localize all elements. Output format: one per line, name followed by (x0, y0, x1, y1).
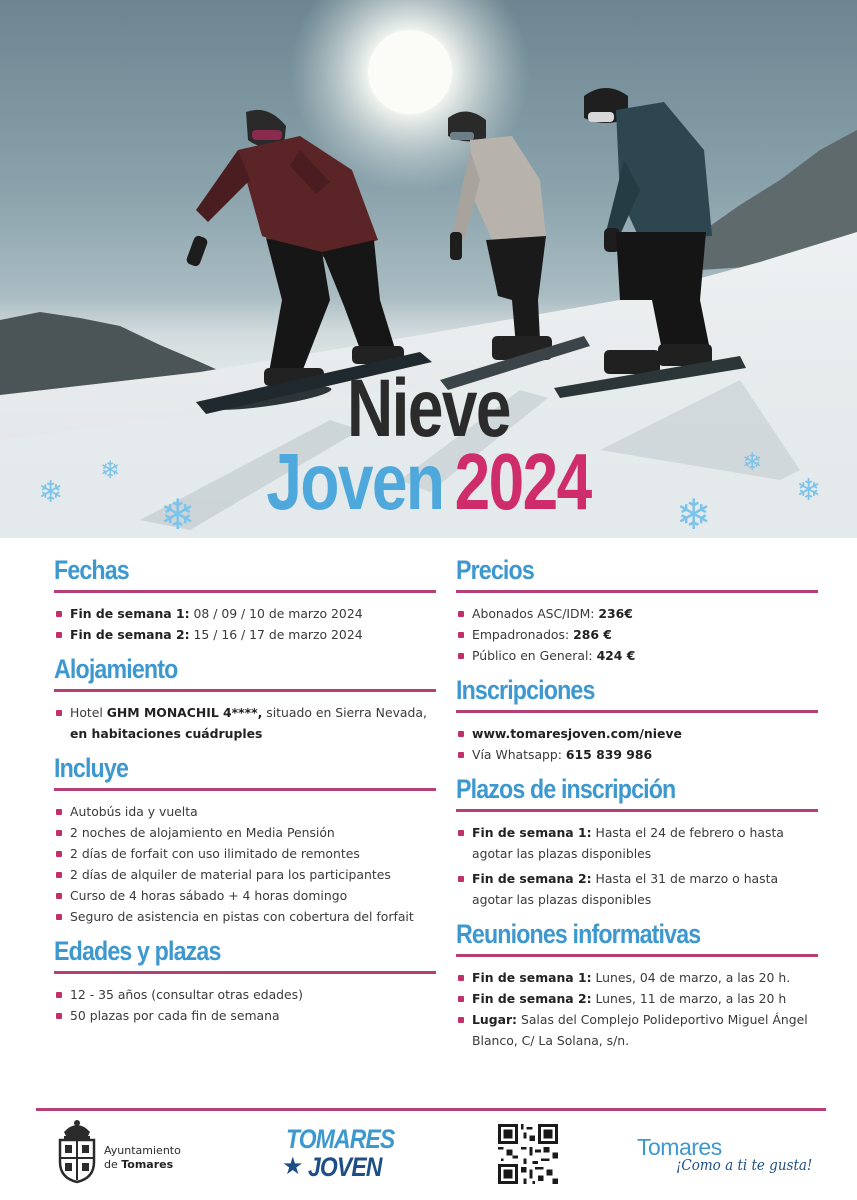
section-fechas (54, 552, 436, 645)
footer-divider (36, 1108, 826, 1111)
list-item: 2 días de forfait con uso ilimitado de remontes (54, 843, 436, 864)
list-item: Seguro de asistencia en pistas con cobertura del forfait (54, 906, 436, 927)
section-title-edades: Edades y plazas (54, 936, 221, 966)
tomares-slogan: ¡Como a ti te gusta! (676, 1156, 813, 1174)
list-item: Vía Whatsapp: 615 839 986 (456, 744, 818, 765)
reuniones-list (456, 967, 818, 1051)
snowflake-icon: ❄ (742, 448, 763, 476)
coat-of-arms-icon (56, 1118, 98, 1184)
divider (456, 809, 818, 812)
qr-code[interactable] (498, 1124, 558, 1184)
whatsapp-number: 615 839 986 (565, 747, 653, 762)
section-precios (456, 552, 818, 666)
section-reuniones (456, 916, 818, 1051)
snowflake-icon: ❄ (38, 475, 64, 510)
divider (54, 590, 436, 593)
divider (456, 954, 818, 957)
fechas-list (54, 603, 436, 645)
plazos-list (456, 822, 818, 910)
snowflake-icon: ❄ (160, 490, 196, 538)
section-title-reuniones: Reuniones informativas (456, 919, 701, 949)
list-item: Fin de semana 2: Lunes, 11 de marzo, a las 20 h (456, 988, 818, 1009)
section-alojamiento (54, 651, 436, 744)
title-nieve: Nieve (347, 363, 510, 454)
list-item: Público en General: 424 € (456, 645, 818, 666)
section-title-fechas: Fechas (54, 555, 129, 585)
list-item: 12 - 35 años (consultar otras edades) (54, 984, 436, 1005)
section-edades (54, 933, 436, 1026)
list-item: Lugar: Salas del Complejo Polideportivo Miguel Ángel Blanco, C/ La Solana, s/n. (456, 1009, 818, 1051)
list-item: 2 días de alquiler de material para los participantes (54, 864, 436, 885)
divider (456, 710, 818, 713)
snowflake-icon: ❄ (796, 473, 822, 508)
section-title-precios: Precios (456, 555, 534, 585)
section-plazos (456, 771, 818, 910)
tomares-logo: Tomares (637, 1134, 722, 1160)
edades-list (54, 984, 436, 1026)
list-item: Curso de 4 horas sábado + 4 horas domingo (54, 885, 436, 906)
list-item: Empadronados: 286 € (456, 624, 818, 645)
divider (54, 971, 436, 974)
list-item: Fin de semana 1: 08 / 09 / 10 de marzo 2024 (54, 603, 436, 624)
list-item: Fin de semana 2: 15 / 16 / 17 de marzo 2024 (54, 624, 436, 645)
list-item: Hotel GHM MONACHIL 4****, situado en Sierra Nevada, en habitaciones cuádruples (54, 702, 436, 744)
section-title-plazos: Plazos de inscripción (456, 774, 676, 804)
section-title-alojamiento: Alojamiento (54, 654, 178, 684)
list-item: 50 plazas por cada fin de semana (54, 1005, 436, 1026)
snowflake-icon: ❄ (676, 490, 712, 538)
section-title-incluye: Incluye (54, 753, 129, 783)
precios-list (456, 603, 818, 666)
divider (456, 590, 818, 593)
list-item: Autobús ida y vuelta (54, 801, 436, 822)
list-item (456, 723, 818, 744)
snowflake-icon: ❄ (100, 456, 121, 484)
hero-banner (0, 0, 857, 538)
alojamiento-list (54, 702, 436, 744)
list-item: Fin de semana 1: Hasta el 24 de febrero o hasta agotar las plazas disponibles (456, 822, 818, 864)
title-year: 2024 (454, 437, 591, 526)
divider (54, 788, 436, 791)
title-joven: Joven (266, 437, 444, 526)
list-item: Fin de semana 1: Lunes, 04 de marzo, a las 20 h. (456, 967, 818, 988)
list-item: Fin de semana 2: Hasta el 31 de marzo o hasta agotar las plazas disponibles (456, 868, 818, 910)
ayuntamiento-logo-text: Ayuntamiento de Tomares (104, 1144, 181, 1171)
divider (54, 689, 436, 692)
section-title-inscripciones: Inscripciones (456, 675, 595, 705)
tomares-joven-logo: TOMARES ★ JOVEN (282, 1124, 395, 1182)
star-icon: ★ (282, 1152, 304, 1180)
incluye-list (54, 801, 436, 927)
section-inscripciones (456, 672, 818, 765)
section-incluye (54, 750, 436, 927)
list-item: 2 noches de alojamiento en Media Pensión (54, 822, 436, 843)
list-item: Abonados ASC/IDM: 236€ (456, 603, 818, 624)
inscripciones-list (456, 723, 818, 765)
website-link[interactable]: www.tomaresjoven.com/nieve (472, 726, 682, 741)
left-column (54, 552, 436, 1026)
right-column (456, 552, 818, 1051)
